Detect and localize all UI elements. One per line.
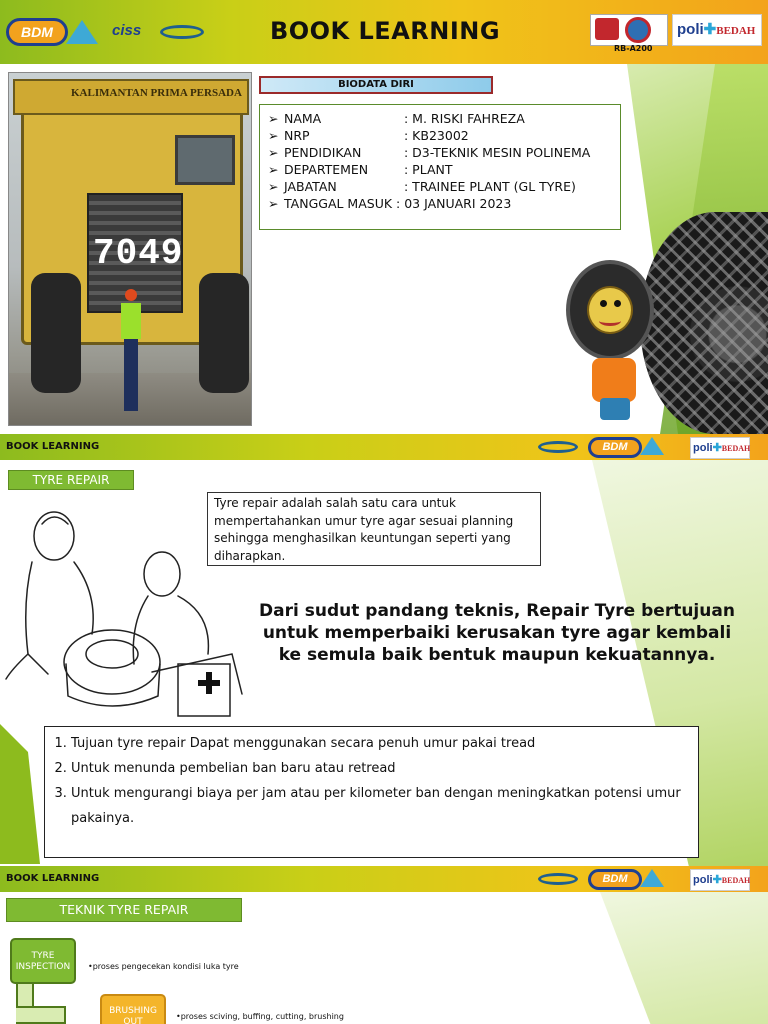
slide-header-label: BOOK LEARNING xyxy=(6,873,100,884)
biodata-label: JABATAN xyxy=(284,179,337,194)
truck-photo xyxy=(8,72,252,426)
biodata-row xyxy=(268,110,612,127)
biodata-value: : D3-TEKNIK MESIN POLINEMA xyxy=(404,145,591,160)
plus-icon: ✚ xyxy=(703,21,717,38)
list-item: 3. Untuk mengurangi biaya per jam atau per kilometer ban dengan meningkatkan potensi umur pakainya. xyxy=(71,781,690,831)
tyre-rim-sketch xyxy=(86,640,138,668)
step-description: •proses sciving, buffing, cutting, brushing xyxy=(176,1012,344,1021)
tyre-image xyxy=(640,212,768,434)
mascot-vest xyxy=(592,358,636,402)
rb-badge: RB-A200 xyxy=(614,44,653,53)
rb-circle-icon xyxy=(625,17,651,43)
plus-icon: ✚ xyxy=(712,442,722,454)
first-aid-icon xyxy=(198,672,220,694)
biodata-heading: BIODATA DIRI xyxy=(259,76,493,94)
biodata-row xyxy=(268,127,612,144)
purpose-list xyxy=(53,731,690,831)
swoosh-logo-icon xyxy=(538,873,578,885)
biodata-row xyxy=(268,178,612,195)
legs xyxy=(124,339,138,411)
truck-wheel xyxy=(199,273,249,393)
decorative-green-stripe xyxy=(600,892,768,1024)
arrow-bullet-icon: ➢ xyxy=(268,196,279,211)
decorative-green-stripe xyxy=(0,724,40,864)
truck-wheel xyxy=(31,273,81,393)
mascot-smile xyxy=(599,316,621,326)
biodata-value: : KB23002 xyxy=(404,128,469,143)
list-item: 1. Tujuan tyre repair Dapat menggunakan secara penuh umur pakai tread xyxy=(71,731,690,756)
tyre-tread xyxy=(640,212,768,434)
plus-icon: ✚ xyxy=(712,874,722,886)
mechanic-leg xyxy=(152,654,242,694)
section-tag: TEKNIK TYRE REPAIR xyxy=(6,898,242,922)
ciss-logo: ciss xyxy=(112,22,142,39)
mascot-legs xyxy=(600,398,630,420)
rb-emblem-icon xyxy=(595,18,619,40)
biodata-box xyxy=(259,104,621,230)
mechanic-leg xyxy=(6,654,28,679)
arrow-bullet-icon: ➢ xyxy=(268,162,279,177)
poli-bedah-logo xyxy=(672,14,762,46)
toolbox-sketch xyxy=(178,664,230,716)
slide-header-label: BOOK LEARNING xyxy=(6,441,100,452)
poli-text: poli xyxy=(693,442,713,454)
biodata-label: PENDIDIKAN xyxy=(284,145,362,160)
bdm-logo-text: BDM xyxy=(602,441,628,453)
truck-number: 7049 xyxy=(93,233,184,274)
truck-brand-text: KALIMANTAN PRIMA PERSADA xyxy=(71,87,242,99)
biodata-row xyxy=(268,161,612,178)
description-box: Tyre repair adalah salah satu cara untuk mempertahankan umur tyre agar sesuai planning sehingga menghasilkan keuntungan seperti yang diharapkan. xyxy=(207,492,541,566)
arrow-bullet-icon: ➢ xyxy=(268,179,279,194)
helmet xyxy=(125,289,137,301)
bedah-text: BEDAH xyxy=(721,876,751,885)
triangle-logo-icon xyxy=(640,869,664,887)
mechanic-hair xyxy=(42,517,68,524)
truck-cab xyxy=(175,135,235,185)
section-tag: TYRE REPAIR xyxy=(8,470,134,490)
arrow-bullet-icon: ➢ xyxy=(268,111,279,126)
rb-logo xyxy=(590,14,668,46)
slide-biodata xyxy=(0,0,768,434)
technical-statement: Dari sudut pandang teknis, Repair Tyre bertujuan untuk memperbaiki kerusakan tyre agar kembali ke semula baik bentuk maupun kekuatannya. xyxy=(259,601,735,665)
bedah-text: BEDAH xyxy=(716,25,756,37)
biodata-row xyxy=(268,195,612,212)
safety-vest xyxy=(121,303,141,339)
biodata-value: : 03 JANUARI 2023 xyxy=(396,196,512,211)
bedah-text: BEDAH xyxy=(721,444,751,453)
bdm-logo xyxy=(588,437,642,458)
arrow-bullet-icon: ➢ xyxy=(268,145,279,160)
poli-bedah-logo xyxy=(690,437,750,459)
slide-teknik-tyre-repair xyxy=(0,866,768,1024)
mechanic-body xyxy=(26,562,48,674)
arrow-bullet-icon: ➢ xyxy=(268,128,279,143)
triangle-logo-icon xyxy=(640,437,664,455)
biodata-value: : M. RISKI FAHREZA xyxy=(404,111,525,126)
biodata-label: DEPARTEMEN xyxy=(284,162,369,177)
person-figure xyxy=(121,289,141,419)
purpose-list-box xyxy=(44,726,699,858)
biodata-label: NRP xyxy=(284,128,310,143)
bdm-logo-text: BDM xyxy=(21,24,53,40)
biodata-label: TANGGAL MASUK xyxy=(284,196,393,211)
biodata-label: NAMA xyxy=(284,111,322,126)
mechanic-body xyxy=(133,596,148,664)
bdm-logo xyxy=(6,18,68,46)
step-tyre-inspection: TYRE INSPECTION xyxy=(10,938,76,984)
mascot-eye xyxy=(614,300,621,307)
mascot-face xyxy=(587,286,633,334)
mechanic-arm xyxy=(178,596,208,654)
mechanic-head xyxy=(144,552,180,596)
list-item: 2. Untuk menunda pembelian ban baru atau retread xyxy=(71,756,690,781)
poli-text: poli xyxy=(693,874,713,886)
step-brushing-out: BRUSHING OUT xyxy=(100,994,166,1024)
poli-text: poli xyxy=(677,21,704,38)
triangle-logo-icon xyxy=(66,20,98,44)
mascot-eye xyxy=(600,300,607,307)
bdm-logo xyxy=(588,869,642,890)
mechanic-arm xyxy=(74,562,93,634)
poli-bedah-logo xyxy=(690,869,750,891)
flow-arrow xyxy=(16,1006,66,1024)
page-title: BOOK LEARNING xyxy=(269,17,501,45)
biodata-value: : PLANT xyxy=(404,162,453,177)
biodata-row xyxy=(268,144,612,161)
step-description: •proses pengecekan kondisi luka tyre xyxy=(88,962,239,971)
mechanic-head xyxy=(34,512,74,560)
biodata-value: : TRAINEE PLANT (GL TYRE) xyxy=(404,179,576,194)
swoosh-logo-icon xyxy=(538,441,578,453)
bdm-logo-text: BDM xyxy=(602,873,628,885)
swoosh-logo-icon xyxy=(160,25,204,39)
slide-tyre-repair xyxy=(0,434,768,866)
